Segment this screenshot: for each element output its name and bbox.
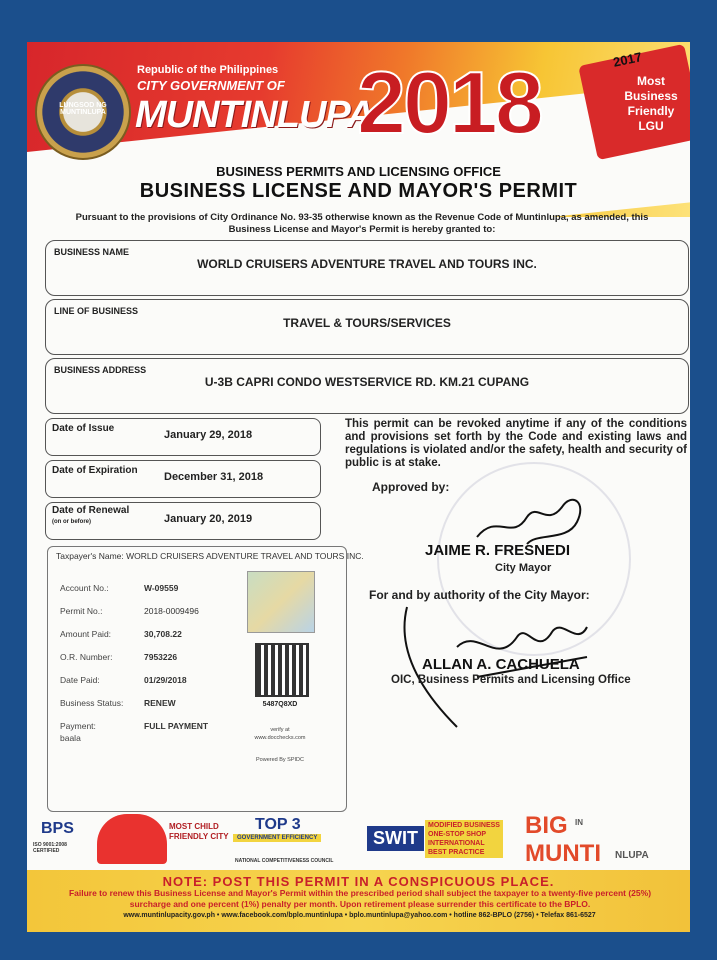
republic-text: Republic of the Philippines [137,64,279,76]
city-name: MUNTINLUPA [135,94,374,136]
office-name: BUSINESS PERMITS AND LICENSING OFFICE [216,164,501,179]
date-of-issue-value: January 29, 2018 [164,429,253,441]
business-address-field: BUSINESS ADDRESS U-3B CAPRI CONDO WESTSERVICE RD. KM.21 CUPANG [45,358,689,414]
qr-code-text: 5487Q8XD [262,701,298,708]
taxpayer-name-line: Taxpayer's Name: WORLD CRUISERS ADVENTURE TRAVEL AND TOURS INC. [56,551,364,561]
mayor-position: City Mayor [495,562,552,574]
verify-url: www.docchecks.com [254,735,306,741]
line-of-business-value: TRAVEL & TOURS/SERVICES [283,316,451,330]
bps-logo: BPS [41,820,74,837]
date-of-renewal-value: January 20, 2019 [164,513,253,525]
city-seal-icon [35,64,131,160]
big-in-munti-logo: BIG [525,812,568,839]
pursuant-text: Pursuant to the provisions of City Ordinance No. 93-35 otherwise known as the Revenue Code of Muntinlupa, as amended, this Business License and Mayor's Permit is hereby granted to: [75,212,649,235]
mayor-name: JAIME R. FRESNEDI [425,542,571,559]
date-paid: 01/29/2018 [144,675,187,685]
badge-year: 2017 [611,49,644,70]
award-logos-row: BPS ISO 9001:2008 CERTIFIED MOST CHILD FRIENDLY CITY TOP 3 GOVERNMENT EFFICIENCY NATIONAL COMPETITIVENESS COUNCIL SWIT MODIFIED BUSINESS ONE-STOP SHOP INTERNATIONAL BEST PRACTICE BIG IN MUNTI NLUPA [33,812,649,867]
contact-info: www.muntinlupacity.gov.ph • www.facebook.com/bplo.muntinlupa • bplo.muntinlupa@yahoo.com • hotline 862-BPLO (2756) • Telefax 861-6527 [123,912,596,919]
badge-text: Most Business Friendly LGU [624,74,678,133]
amount-paid: 30,708.22 [144,629,182,639]
location-map-icon [247,571,315,633]
city-government-text: CITY GOVERNMENT OF [137,78,285,93]
taxpayer-name-value: WORLD CRUISERS ADVENTURE TRAVEL AND TOURS INC. [126,551,364,561]
or-number: 7953226 [144,652,178,662]
date-of-issue-box: Date of Issue January 29, 2018 [45,418,321,456]
seal-text: LUNGSOD NG MUNTINLUPA [59,102,107,116]
swit-logo: SWIT [367,826,424,851]
permit-number: 2018-0009496 [144,606,199,616]
date-of-renewal-box: Date of Renewal (on or before) January 20, 2019 [45,502,321,540]
business-status: RENEW [144,698,176,708]
date-of-expiration-box: Date of Expiration December 31, 2018 [45,460,321,498]
authority-text: For and by authority of the City Mayor: [369,588,590,602]
revocation-notice: This permit can be revoked anytime if any of the conditions and provisions set forth by the Code and existing laws and regulations is violated and/or the safety, health and security of public is at stake. [345,418,687,469]
permit-year: 2018 [357,53,541,152]
qr-code-icon [255,643,309,697]
officer-position: OIC, Business Permits and Licensing Office [391,674,631,686]
account-number: W-09559 [144,583,179,593]
document-title: BUSINESS LICENSE AND MAYOR'S PERMIT [139,180,578,202]
approved-by-label: Approved by: [372,480,450,494]
notice-text: Failure to renew this Business License and Mayor's Permit within the prescribed period shall subject the taxpayer to a twenty-five percent (25%) surcharge and one percent (1%) penalty per month. Upon retirement please surrender this certificate to the BPLO. [68,888,652,909]
one-stop-shop-text: MODIFIED BUSINESS ONE-STOP SHOP INTERNATIONAL BEST PRACTICE [425,820,503,858]
notice-title: NOTE: POST THIS PERMIT IN A CONSPICUOUS PLACE. [162,874,555,889]
qr-verification-panel: 5487Q8XD verify at www.docchecks.com Powered By SPIDC [243,567,323,777]
business-name-field: BUSINESS NAME WORLD CRUISERS ADVENTURE TRAVEL AND TOURS INC. [45,240,689,296]
business-address-value: U-3B CAPRI CONDO WESTSERVICE RD. KM.21 CUPANG [204,375,530,389]
permit-document [27,42,690,932]
line-of-business-field: LINE OF BUSINESS TRAVEL & TOURS/SERVICES [45,299,689,355]
date-of-expiration-value: December 31, 2018 [164,471,264,483]
child-friendly-logo-icon [97,814,167,864]
top3-logo: TOP 3 [255,816,301,833]
business-name-value: WORLD CRUISERS ADVENTURE TRAVEL AND TOURS INC. [197,257,537,271]
payment-type: FULL PAYMENT [144,721,209,731]
officer-name: ALLAN A. CACHUELA [422,656,580,673]
taxpayer-info-box: Taxpayer's Name: WORLD CRUISERS ADVENTURE TRAVEL AND TOURS INC. Account No.: W-09559 Permit No.: 2018-0009496 Amount Paid: 30,708.22 O.R. Number: 7953226 Date Paid: 01/29/2018 Business Status: RENEW Payment: FULL PAYMENT baala 5487Q8XD verify at www.docchecks.com Powered By SPIDC [47,546,347,812]
